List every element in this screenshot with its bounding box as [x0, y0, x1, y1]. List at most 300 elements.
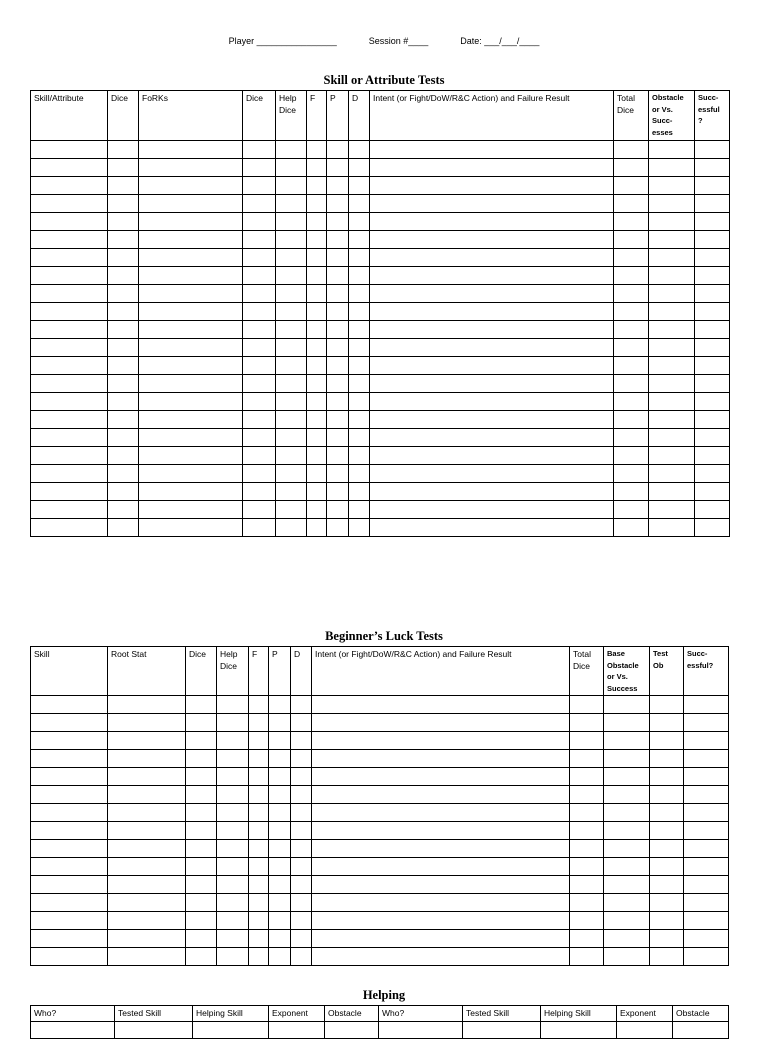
table-cell[interactable] — [243, 177, 276, 195]
date-field[interactable]: Date: ___/___/____ — [460, 36, 540, 46]
table-cell[interactable] — [249, 948, 269, 966]
table-cell[interactable] — [307, 519, 327, 537]
table-cell[interactable] — [186, 822, 217, 840]
table-cell[interactable] — [327, 267, 349, 285]
table-cell[interactable] — [695, 267, 730, 285]
table-cell[interactable] — [349, 429, 370, 447]
table-cell[interactable] — [108, 141, 139, 159]
table-cell[interactable] — [108, 876, 186, 894]
table-cell[interactable] — [108, 465, 139, 483]
table-cell[interactable] — [307, 195, 327, 213]
table-cell[interactable] — [604, 768, 650, 786]
table-cell[interactable] — [31, 411, 108, 429]
table-cell[interactable] — [312, 786, 570, 804]
table-cell[interactable] — [291, 876, 312, 894]
table-cell[interactable] — [31, 213, 108, 231]
table-cell[interactable] — [186, 804, 217, 822]
table-cell[interactable] — [614, 375, 649, 393]
table-cell[interactable] — [695, 483, 730, 501]
table-cell[interactable] — [249, 912, 269, 930]
table-cell[interactable] — [269, 894, 291, 912]
table-cell[interactable] — [649, 411, 695, 429]
table-cell[interactable] — [139, 141, 243, 159]
table-cell[interactable] — [649, 321, 695, 339]
table-cell[interactable] — [269, 840, 291, 858]
table-cell[interactable] — [650, 858, 684, 876]
table-cell[interactable] — [291, 714, 312, 732]
table-cell[interactable] — [650, 840, 684, 858]
table-cell[interactable] — [243, 375, 276, 393]
table-cell[interactable] — [31, 393, 108, 411]
table-cell[interactable] — [570, 714, 604, 732]
table-cell[interactable] — [139, 429, 243, 447]
table-cell[interactable] — [31, 231, 108, 249]
table-cell[interactable] — [570, 696, 604, 714]
table-cell[interactable] — [249, 786, 269, 804]
table-cell[interactable] — [249, 894, 269, 912]
table-cell[interactable] — [31, 375, 108, 393]
table-cell[interactable] — [570, 876, 604, 894]
table-cell[interactable] — [186, 714, 217, 732]
table-cell[interactable] — [327, 483, 349, 501]
table-cell[interactable] — [570, 804, 604, 822]
table-cell[interactable] — [349, 483, 370, 501]
table-cell[interactable] — [108, 804, 186, 822]
table-cell[interactable] — [312, 858, 570, 876]
table-cell[interactable] — [349, 465, 370, 483]
table-cell[interactable] — [31, 732, 108, 750]
table-cell[interactable] — [276, 267, 307, 285]
table-cell[interactable] — [31, 357, 108, 375]
table-cell[interactable] — [614, 231, 649, 249]
table-cell[interactable] — [570, 786, 604, 804]
table-cell[interactable] — [463, 1022, 541, 1039]
table-cell[interactable] — [108, 321, 139, 339]
table-cell[interactable] — [243, 429, 276, 447]
table-cell[interactable] — [695, 465, 730, 483]
table-cell[interactable] — [650, 714, 684, 732]
table-cell[interactable] — [249, 876, 269, 894]
table-cell[interactable] — [312, 876, 570, 894]
table-cell[interactable] — [108, 447, 139, 465]
table-cell[interactable] — [684, 732, 729, 750]
table-cell[interactable] — [108, 249, 139, 267]
table-cell[interactable] — [327, 339, 349, 357]
table-cell[interactable] — [139, 465, 243, 483]
table-cell[interactable] — [695, 393, 730, 411]
table-cell[interactable] — [614, 339, 649, 357]
table-cell[interactable] — [370, 393, 614, 411]
table-cell[interactable] — [276, 411, 307, 429]
table-cell[interactable] — [276, 141, 307, 159]
table-cell[interactable] — [695, 303, 730, 321]
table-cell[interactable] — [108, 840, 186, 858]
table-cell[interactable] — [650, 822, 684, 840]
table-cell[interactable] — [649, 267, 695, 285]
table-cell[interactable] — [370, 303, 614, 321]
table-cell[interactable] — [139, 177, 243, 195]
table-cell[interactable] — [31, 714, 108, 732]
table-cell[interactable] — [370, 231, 614, 249]
table-cell[interactable] — [327, 357, 349, 375]
table-cell[interactable] — [614, 177, 649, 195]
table-cell[interactable] — [695, 411, 730, 429]
table-cell[interactable] — [325, 1022, 379, 1039]
table-cell[interactable] — [349, 411, 370, 429]
table-cell[interactable] — [695, 321, 730, 339]
table-cell[interactable] — [139, 501, 243, 519]
table-cell[interactable] — [312, 894, 570, 912]
table-cell[interactable] — [684, 840, 729, 858]
table-cell[interactable] — [243, 501, 276, 519]
table-cell[interactable] — [249, 714, 269, 732]
table-cell[interactable] — [249, 750, 269, 768]
table-cell[interactable] — [108, 159, 139, 177]
table-cell[interactable] — [650, 912, 684, 930]
table-cell[interactable] — [276, 357, 307, 375]
table-cell[interactable] — [617, 1022, 673, 1039]
table-cell[interactable] — [31, 195, 108, 213]
table-cell[interactable] — [695, 339, 730, 357]
table-cell[interactable] — [649, 213, 695, 231]
table-cell[interactable] — [307, 501, 327, 519]
table-cell[interactable] — [349, 195, 370, 213]
table-cell[interactable] — [650, 894, 684, 912]
table-cell[interactable] — [307, 231, 327, 249]
table-cell[interactable] — [269, 822, 291, 840]
table-cell[interactable] — [570, 732, 604, 750]
table-cell[interactable] — [269, 732, 291, 750]
table-cell[interactable] — [31, 249, 108, 267]
table-cell[interactable] — [243, 231, 276, 249]
table-cell[interactable] — [115, 1022, 193, 1039]
table-cell[interactable] — [695, 231, 730, 249]
table-cell[interactable] — [370, 501, 614, 519]
table-cell[interactable] — [31, 840, 108, 858]
table-cell[interactable] — [349, 519, 370, 537]
table-cell[interactable] — [108, 195, 139, 213]
table-cell[interactable] — [327, 393, 349, 411]
table-cell[interactable] — [604, 948, 650, 966]
table-cell[interactable] — [276, 285, 307, 303]
table-cell[interactable] — [349, 249, 370, 267]
table-cell[interactable] — [349, 303, 370, 321]
table-cell[interactable] — [276, 231, 307, 249]
table-cell[interactable] — [108, 231, 139, 249]
table-cell[interactable] — [695, 357, 730, 375]
table-cell[interactable] — [108, 696, 186, 714]
table-cell[interactable] — [614, 321, 649, 339]
table-cell[interactable] — [108, 501, 139, 519]
table-cell[interactable] — [307, 267, 327, 285]
table-cell[interactable] — [31, 465, 108, 483]
table-cell[interactable] — [370, 321, 614, 339]
table-cell[interactable] — [327, 285, 349, 303]
table-cell[interactable] — [291, 894, 312, 912]
table-cell[interactable] — [307, 447, 327, 465]
table-cell[interactable] — [649, 249, 695, 267]
table-cell[interactable] — [307, 357, 327, 375]
table-cell[interactable] — [243, 411, 276, 429]
table-cell[interactable] — [108, 483, 139, 501]
table-cell[interactable] — [186, 948, 217, 966]
table-cell[interactable] — [684, 894, 729, 912]
table-cell[interactable] — [673, 1022, 729, 1039]
table-cell[interactable] — [269, 912, 291, 930]
table-cell[interactable] — [186, 768, 217, 786]
table-cell[interactable] — [249, 858, 269, 876]
table-cell[interactable] — [370, 285, 614, 303]
table-cell[interactable] — [291, 768, 312, 786]
table-cell[interactable] — [139, 267, 243, 285]
table-cell[interactable] — [139, 213, 243, 231]
table-cell[interactable] — [291, 822, 312, 840]
table-cell[interactable] — [649, 519, 695, 537]
table-cell[interactable] — [327, 447, 349, 465]
table-cell[interactable] — [276, 339, 307, 357]
table-cell[interactable] — [108, 822, 186, 840]
table-cell[interactable] — [649, 501, 695, 519]
table-cell[interactable] — [349, 141, 370, 159]
table-cell[interactable] — [650, 786, 684, 804]
table-cell[interactable] — [650, 876, 684, 894]
table-cell[interactable] — [327, 303, 349, 321]
table-cell[interactable] — [217, 696, 249, 714]
table-cell[interactable] — [249, 822, 269, 840]
table-cell[interactable] — [649, 357, 695, 375]
table-cell[interactable] — [31, 930, 108, 948]
table-cell[interactable] — [269, 1022, 325, 1039]
table-cell[interactable] — [604, 840, 650, 858]
table-cell[interactable] — [243, 141, 276, 159]
table-cell[interactable] — [570, 858, 604, 876]
table-cell[interactable] — [695, 285, 730, 303]
table-cell[interactable] — [31, 768, 108, 786]
table-cell[interactable] — [31, 912, 108, 930]
table-cell[interactable] — [614, 141, 649, 159]
table-cell[interactable] — [650, 804, 684, 822]
table-cell[interactable] — [649, 393, 695, 411]
table-cell[interactable] — [327, 321, 349, 339]
table-cell[interactable] — [570, 768, 604, 786]
table-cell[interactable] — [276, 321, 307, 339]
table-cell[interactable] — [614, 429, 649, 447]
table-cell[interactable] — [108, 519, 139, 537]
table-cell[interactable] — [139, 159, 243, 177]
table-cell[interactable] — [269, 750, 291, 768]
table-cell[interactable] — [570, 930, 604, 948]
table-cell[interactable] — [139, 339, 243, 357]
table-cell[interactable] — [349, 501, 370, 519]
table-cell[interactable] — [249, 804, 269, 822]
table-cell[interactable] — [649, 375, 695, 393]
table-cell[interactable] — [139, 411, 243, 429]
table-cell[interactable] — [217, 930, 249, 948]
table-cell[interactable] — [327, 177, 349, 195]
table-cell[interactable] — [243, 159, 276, 177]
table-cell[interactable] — [604, 786, 650, 804]
table-cell[interactable] — [108, 375, 139, 393]
table-cell[interactable] — [269, 930, 291, 948]
table-cell[interactable] — [684, 930, 729, 948]
table-cell[interactable] — [370, 339, 614, 357]
table-cell[interactable] — [31, 822, 108, 840]
table-cell[interactable] — [249, 696, 269, 714]
table-cell[interactable] — [695, 249, 730, 267]
table-cell[interactable] — [276, 393, 307, 411]
table-cell[interactable] — [649, 303, 695, 321]
table-cell[interactable] — [108, 429, 139, 447]
table-cell[interactable] — [649, 159, 695, 177]
table-cell[interactable] — [695, 141, 730, 159]
table-cell[interactable] — [327, 465, 349, 483]
table-cell[interactable] — [108, 894, 186, 912]
table-cell[interactable] — [307, 285, 327, 303]
table-cell[interactable] — [108, 750, 186, 768]
table-cell[interactable] — [614, 483, 649, 501]
table-cell[interactable] — [307, 429, 327, 447]
table-cell[interactable] — [139, 303, 243, 321]
table-cell[interactable] — [649, 483, 695, 501]
table-cell[interactable] — [31, 285, 108, 303]
table-cell[interactable] — [614, 393, 649, 411]
table-cell[interactable] — [108, 285, 139, 303]
table-cell[interactable] — [276, 447, 307, 465]
table-cell[interactable] — [327, 159, 349, 177]
table-cell[interactable] — [614, 249, 649, 267]
table-cell[interactable] — [349, 339, 370, 357]
table-cell[interactable] — [31, 894, 108, 912]
table-cell[interactable] — [307, 411, 327, 429]
table-cell[interactable] — [695, 501, 730, 519]
table-cell[interactable] — [349, 177, 370, 195]
table-cell[interactable] — [108, 411, 139, 429]
table-cell[interactable] — [649, 177, 695, 195]
table-cell[interactable] — [307, 393, 327, 411]
table-cell[interactable] — [139, 231, 243, 249]
table-cell[interactable] — [370, 249, 614, 267]
table-cell[interactable] — [31, 876, 108, 894]
table-cell[interactable] — [276, 483, 307, 501]
table-cell[interactable] — [186, 876, 217, 894]
table-cell[interactable] — [650, 696, 684, 714]
table-cell[interactable] — [604, 894, 650, 912]
table-cell[interactable] — [327, 213, 349, 231]
table-cell[interactable] — [108, 213, 139, 231]
table-cell[interactable] — [249, 768, 269, 786]
table-cell[interactable] — [31, 447, 108, 465]
table-cell[interactable] — [139, 285, 243, 303]
table-cell[interactable] — [684, 804, 729, 822]
table-cell[interactable] — [349, 357, 370, 375]
table-cell[interactable] — [186, 894, 217, 912]
table-cell[interactable] — [108, 357, 139, 375]
table-cell[interactable] — [31, 858, 108, 876]
table-cell[interactable] — [695, 213, 730, 231]
table-cell[interactable] — [31, 804, 108, 822]
table-cell[interactable] — [370, 357, 614, 375]
table-cell[interactable] — [327, 519, 349, 537]
table-cell[interactable] — [139, 195, 243, 213]
table-cell[interactable] — [695, 159, 730, 177]
table-cell[interactable] — [312, 750, 570, 768]
table-cell[interactable] — [291, 948, 312, 966]
table-cell[interactable] — [614, 411, 649, 429]
table-cell[interactable] — [614, 303, 649, 321]
table-cell[interactable] — [139, 483, 243, 501]
table-cell[interactable] — [108, 930, 186, 948]
table-cell[interactable] — [139, 393, 243, 411]
table-cell[interactable] — [269, 696, 291, 714]
table-cell[interactable] — [684, 876, 729, 894]
table-cell[interactable] — [31, 429, 108, 447]
table-cell[interactable] — [570, 912, 604, 930]
table-cell[interactable] — [269, 786, 291, 804]
table-cell[interactable] — [139, 357, 243, 375]
table-cell[interactable] — [276, 159, 307, 177]
table-cell[interactable] — [186, 858, 217, 876]
table-cell[interactable] — [108, 393, 139, 411]
table-cell[interactable] — [349, 285, 370, 303]
table-cell[interactable] — [108, 912, 186, 930]
table-cell[interactable] — [276, 465, 307, 483]
table-cell[interactable] — [650, 948, 684, 966]
table-cell[interactable] — [327, 501, 349, 519]
table-cell[interactable] — [307, 339, 327, 357]
table-cell[interactable] — [186, 732, 217, 750]
table-cell[interactable] — [108, 267, 139, 285]
table-cell[interactable] — [312, 912, 570, 930]
table-cell[interactable] — [650, 930, 684, 948]
table-cell[interactable] — [243, 249, 276, 267]
table-cell[interactable] — [370, 429, 614, 447]
table-cell[interactable] — [307, 303, 327, 321]
table-cell[interactable] — [243, 213, 276, 231]
table-cell[interactable] — [604, 714, 650, 732]
table-cell[interactable] — [291, 732, 312, 750]
table-cell[interactable] — [307, 141, 327, 159]
table-cell[interactable] — [370, 447, 614, 465]
table-cell[interactable] — [614, 285, 649, 303]
table-cell[interactable] — [217, 786, 249, 804]
table-cell[interactable] — [269, 876, 291, 894]
table-cell[interactable] — [108, 177, 139, 195]
table-cell[interactable] — [684, 714, 729, 732]
table-cell[interactable] — [291, 912, 312, 930]
table-cell[interactable] — [307, 177, 327, 195]
table-cell[interactable] — [614, 267, 649, 285]
table-cell[interactable] — [217, 840, 249, 858]
table-cell[interactable] — [307, 375, 327, 393]
table-cell[interactable] — [291, 750, 312, 768]
session-field[interactable]: Session #____ — [368, 36, 429, 46]
table-cell[interactable] — [31, 750, 108, 768]
table-cell[interactable] — [186, 840, 217, 858]
table-cell[interactable] — [604, 696, 650, 714]
table-cell[interactable] — [108, 786, 186, 804]
table-cell[interactable] — [370, 213, 614, 231]
table-cell[interactable] — [649, 195, 695, 213]
table-cell[interactable] — [614, 159, 649, 177]
table-cell[interactable] — [31, 786, 108, 804]
table-cell[interactable] — [139, 321, 243, 339]
table-cell[interactable] — [327, 231, 349, 249]
table-cell[interactable] — [614, 213, 649, 231]
table-cell[interactable] — [684, 912, 729, 930]
table-cell[interactable] — [186, 786, 217, 804]
table-cell[interactable] — [249, 732, 269, 750]
table-cell[interactable] — [370, 465, 614, 483]
